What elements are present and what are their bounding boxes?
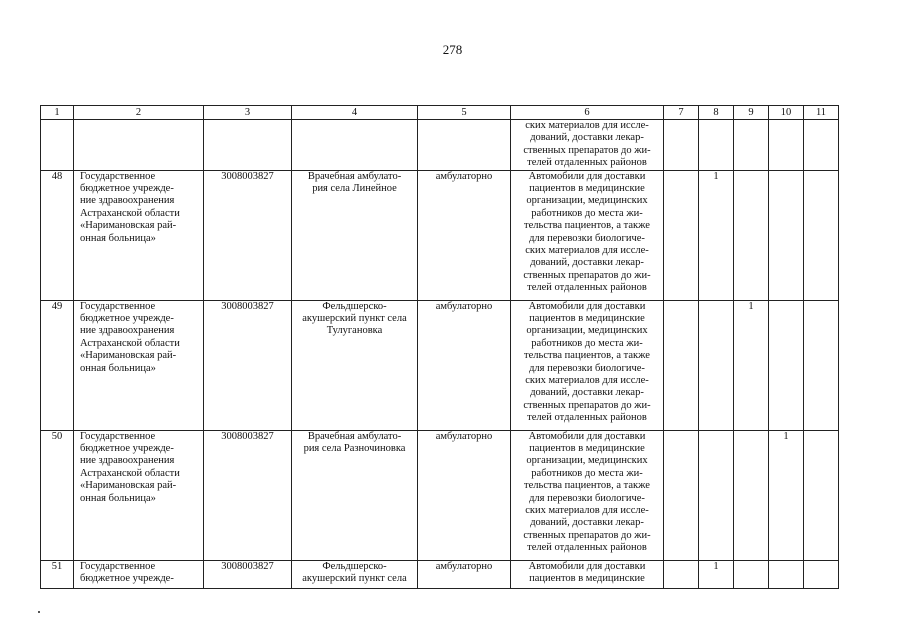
table-row-continuation xyxy=(41,120,839,171)
row-number: 51 xyxy=(41,560,74,588)
col-header: 4 xyxy=(292,106,418,120)
count-cell xyxy=(664,430,699,560)
count-cell xyxy=(804,300,839,430)
count-cell: 1 xyxy=(734,300,769,430)
count-cell xyxy=(769,560,804,588)
col-header: 5 xyxy=(418,106,511,120)
count-cell xyxy=(664,300,699,430)
count-cell xyxy=(699,300,734,430)
organization-cell: Государственное бюджетное учрежде- ние здравоохранения Астраханской области «Наримановская рай- онная больница» xyxy=(74,170,204,300)
count-cell xyxy=(804,170,839,300)
col-header: 11 xyxy=(804,106,839,120)
organization-cell: Государственное бюджетное учрежде- xyxy=(74,560,204,588)
place-cell: Врачебная амбулато- рия села Линейное xyxy=(292,170,418,300)
count-cell xyxy=(734,430,769,560)
table-row xyxy=(41,560,839,588)
col-header: 3 xyxy=(204,106,292,120)
table-row xyxy=(41,170,839,300)
code-cell: 3008003827 xyxy=(204,170,292,300)
count-cell xyxy=(734,170,769,300)
col-header: 1 xyxy=(41,106,74,120)
description-cell: Автомобили для доставки пациентов в медицинские организации, медицинских работников до места жи- тельства пациентов, а также для перевозки биологиче- ских материалов для иссле- дований, доставки лекар- ственных препаратов до жи- телей отдаленных районов xyxy=(511,170,664,300)
header-row xyxy=(41,106,839,120)
row-number: 48 xyxy=(41,170,74,300)
col-header: 10 xyxy=(769,106,804,120)
code-cell: 3008003827 xyxy=(204,300,292,430)
table-row xyxy=(41,430,839,560)
mode-cell: амбулаторно xyxy=(418,300,511,430)
count-cell: 1 xyxy=(699,170,734,300)
page-number: 278 xyxy=(442,42,463,57)
mode-cell: амбулаторно xyxy=(418,560,511,588)
col-header: 7 xyxy=(664,106,699,120)
row-number: 50 xyxy=(41,430,74,560)
code-cell: 3008003827 xyxy=(204,430,292,560)
scan-speck xyxy=(38,611,40,613)
description-cell: Автомобили для доставки пациентов в медицинские организации, медицинских работников до места жи- тельства пациентов, а также для перевозки биологиче- ских материалов для иссле- дований, доставки лекар- ственных препаратов до жи- телей отдаленных районов xyxy=(511,430,664,560)
count-cell xyxy=(804,560,839,588)
organization-cell: Государственное бюджетное учрежде- ние здравоохранения Астраханской области «Наримановская рай- онная больница» xyxy=(74,300,204,430)
count-cell xyxy=(734,560,769,588)
col-header: 2 xyxy=(74,106,204,120)
count-cell xyxy=(804,430,839,560)
organization-cell: Государственное бюджетное учрежде- ние здравоохранения Астраханской области «Наримановская рай- онная больница» xyxy=(74,430,204,560)
mode-cell: амбулаторно xyxy=(418,170,511,300)
place-cell: Фельдшерско- акушерский пункт села Тулугановка xyxy=(292,300,418,430)
count-cell xyxy=(699,430,734,560)
description-cell: ских материалов для иссле- дований, доставки лекар- ственных препаратов до жи- телей отдаленных районов xyxy=(511,120,664,171)
count-cell xyxy=(769,170,804,300)
count-cell: 1 xyxy=(699,560,734,588)
count-cell xyxy=(664,560,699,588)
mode-cell: амбулаторно xyxy=(418,430,511,560)
col-header: 9 xyxy=(734,106,769,120)
description-cell: Автомобили для доставки пациентов в медицинские организации, медицинских работников до места жи- тельства пациентов, а также для перевозки биологиче- ских материалов для иссле- дований, доставки лекар- ственных препаратов до жи- телей отдаленных районов xyxy=(511,300,664,430)
col-header: 8 xyxy=(699,106,734,120)
count-cell: 1 xyxy=(769,430,804,560)
count-cell xyxy=(664,170,699,300)
place-cell: Врачебная амбулато- рия села Разночиновка xyxy=(292,430,418,560)
document-table xyxy=(40,105,839,589)
row-number: 49 xyxy=(41,300,74,430)
place-cell: Фельдшерско- акушерский пункт села xyxy=(292,560,418,588)
table-row xyxy=(41,300,839,430)
description-cell: Автомобили для доставки пациентов в медицинские xyxy=(511,560,664,588)
count-cell xyxy=(769,300,804,430)
col-header: 6 xyxy=(511,106,664,120)
code-cell: 3008003827 xyxy=(204,560,292,588)
